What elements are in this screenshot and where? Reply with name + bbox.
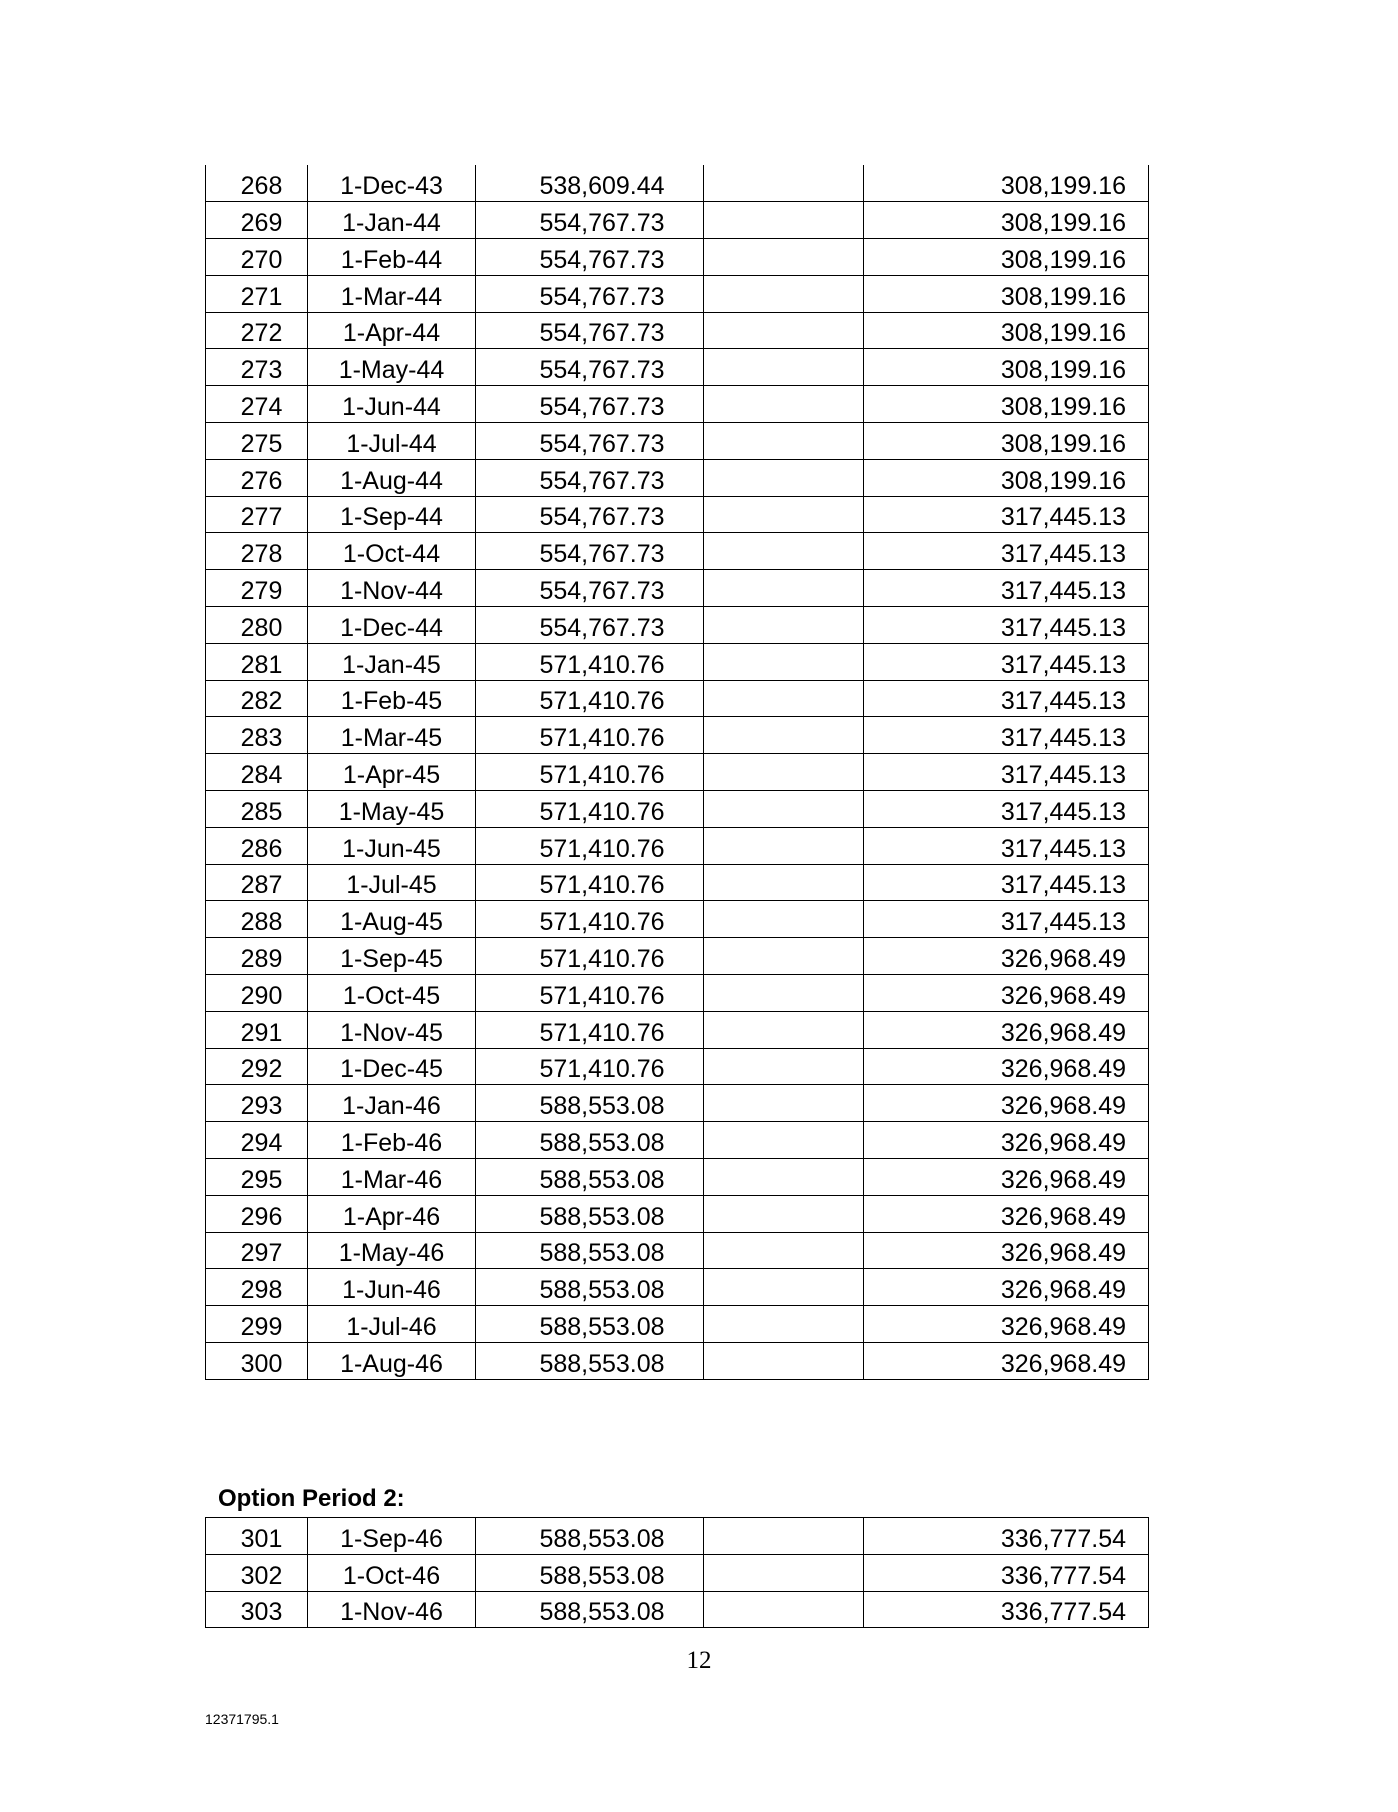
row-amount-3: 317,445.13	[864, 864, 1149, 901]
row-number: 274	[206, 386, 308, 423]
table-row	[206, 1232, 1149, 1269]
row-amount-1: 571,410.76	[476, 864, 704, 901]
row-amount-1: 571,410.76	[476, 827, 704, 864]
row-amount-2	[704, 1048, 864, 1085]
row-date: 1-Dec-45	[308, 1048, 476, 1085]
row-number: 270	[206, 239, 308, 276]
row-amount-2	[704, 1269, 864, 1306]
row-amount-3: 326,968.49	[864, 938, 1149, 975]
row-date: 1-May-44	[308, 349, 476, 386]
row-amount-1: 588,553.08	[476, 1122, 704, 1159]
row-amount-3: 317,445.13	[864, 901, 1149, 938]
row-amount-3: 308,199.16	[864, 423, 1149, 460]
row-amount-1: 588,553.08	[476, 1306, 704, 1343]
row-amount-1: 571,410.76	[476, 791, 704, 828]
row-amount-2	[704, 496, 864, 533]
row-amount-2	[704, 754, 864, 791]
row-date: 1-Feb-44	[308, 239, 476, 276]
row-amount-2	[704, 791, 864, 828]
row-amount-3: 308,199.16	[864, 202, 1149, 239]
row-date: 1-Sep-46	[308, 1518, 476, 1555]
row-date: 1-Nov-44	[308, 570, 476, 607]
row-number: 276	[206, 459, 308, 496]
row-date: 1-Nov-46	[308, 1591, 476, 1628]
table-row	[206, 901, 1149, 938]
row-date: 1-Mar-45	[308, 717, 476, 754]
row-amount-3: 326,968.49	[864, 1269, 1149, 1306]
row-amount-2	[704, 1085, 864, 1122]
row-number: 279	[206, 570, 308, 607]
table-row	[206, 496, 1149, 533]
table-row	[206, 1269, 1149, 1306]
row-amount-3: 336,777.54	[864, 1518, 1149, 1555]
table-row	[206, 423, 1149, 460]
table-row	[206, 864, 1149, 901]
row-amount-3: 317,445.13	[864, 607, 1149, 644]
row-amount-2	[704, 1011, 864, 1048]
row-date: 1-Oct-45	[308, 975, 476, 1012]
row-number: 287	[206, 864, 308, 901]
row-amount-2	[704, 864, 864, 901]
row-amount-3: 336,777.54	[864, 1554, 1149, 1591]
table-row	[206, 975, 1149, 1012]
row-number: 302	[206, 1554, 308, 1591]
row-amount-3: 308,199.16	[864, 275, 1149, 312]
table-row	[206, 312, 1149, 349]
row-number: 289	[206, 938, 308, 975]
row-amount-1: 571,410.76	[476, 754, 704, 791]
row-number: 290	[206, 975, 308, 1012]
row-amount-1: 588,553.08	[476, 1554, 704, 1591]
row-date: 1-Jan-44	[308, 202, 476, 239]
row-amount-3: 308,199.16	[864, 312, 1149, 349]
row-amount-3: 317,445.13	[864, 643, 1149, 680]
row-amount-1: 554,767.73	[476, 533, 704, 570]
row-number: 269	[206, 202, 308, 239]
row-date: 1-Jun-44	[308, 386, 476, 423]
row-amount-2	[704, 349, 864, 386]
row-amount-3: 308,199.16	[864, 349, 1149, 386]
table-row	[206, 386, 1149, 423]
row-number: 295	[206, 1159, 308, 1196]
document-id: 12371795.1	[205, 1711, 279, 1727]
table-row	[206, 165, 1149, 202]
row-amount-1: 588,553.08	[476, 1159, 704, 1196]
row-amount-3: 317,445.13	[864, 791, 1149, 828]
row-number: 292	[206, 1048, 308, 1085]
row-amount-3: 326,968.49	[864, 1011, 1149, 1048]
row-date: 1-Oct-44	[308, 533, 476, 570]
row-number: 281	[206, 643, 308, 680]
row-amount-3: 326,968.49	[864, 1306, 1149, 1343]
row-amount-2	[704, 1591, 864, 1628]
row-amount-1: 554,767.73	[476, 349, 704, 386]
row-amount-2	[704, 239, 864, 276]
row-amount-1: 554,767.73	[476, 275, 704, 312]
row-amount-3: 308,199.16	[864, 165, 1149, 202]
row-amount-2	[704, 1306, 864, 1343]
row-date: 1-Feb-46	[308, 1122, 476, 1159]
row-amount-1: 571,410.76	[476, 1011, 704, 1048]
row-amount-2	[704, 570, 864, 607]
table-row	[206, 1085, 1149, 1122]
row-number: 293	[206, 1085, 308, 1122]
row-amount-3: 336,777.54	[864, 1591, 1149, 1628]
row-date: 1-Jun-45	[308, 827, 476, 864]
row-date: 1-Feb-45	[308, 680, 476, 717]
row-amount-1: 554,767.73	[476, 570, 704, 607]
row-number: 296	[206, 1195, 308, 1232]
row-date: 1-Jul-44	[308, 423, 476, 460]
table-row	[206, 459, 1149, 496]
row-amount-1: 554,767.73	[476, 386, 704, 423]
row-amount-1: 554,767.73	[476, 239, 704, 276]
row-amount-3: 317,445.13	[864, 496, 1149, 533]
row-amount-2	[704, 680, 864, 717]
row-amount-1: 554,767.73	[476, 496, 704, 533]
row-date: 1-Jul-46	[308, 1306, 476, 1343]
row-date: 1-May-46	[308, 1232, 476, 1269]
option-period-2-table	[205, 1517, 1149, 1628]
row-amount-1: 571,410.76	[476, 975, 704, 1012]
table-row	[206, 1122, 1149, 1159]
row-number: 285	[206, 791, 308, 828]
row-amount-3: 317,445.13	[864, 570, 1149, 607]
table-row	[206, 1554, 1149, 1591]
table-row	[206, 202, 1149, 239]
table-row	[206, 643, 1149, 680]
row-date: 1-Mar-44	[308, 275, 476, 312]
row-amount-3: 326,968.49	[864, 1122, 1149, 1159]
row-number: 271	[206, 275, 308, 312]
table-row	[206, 1011, 1149, 1048]
page-number: 12	[686, 1647, 712, 1674]
row-number: 286	[206, 827, 308, 864]
row-date: 1-Mar-46	[308, 1159, 476, 1196]
row-amount-3: 317,445.13	[864, 827, 1149, 864]
table-row	[206, 1195, 1149, 1232]
row-amount-1: 554,767.73	[476, 607, 704, 644]
table-row	[206, 1159, 1149, 1196]
row-date: 1-Dec-43	[308, 165, 476, 202]
row-amount-2	[704, 1343, 864, 1380]
row-amount-3: 326,968.49	[864, 1048, 1149, 1085]
row-amount-3: 326,968.49	[864, 1085, 1149, 1122]
row-amount-3: 326,968.49	[864, 1159, 1149, 1196]
table-row	[206, 1518, 1149, 1555]
row-amount-1: 571,410.76	[476, 938, 704, 975]
row-amount-2	[704, 1195, 864, 1232]
row-number: 291	[206, 1011, 308, 1048]
row-date: 1-May-45	[308, 791, 476, 828]
row-amount-2	[704, 312, 864, 349]
row-amount-2	[704, 827, 864, 864]
row-amount-1: 588,553.08	[476, 1518, 704, 1555]
row-amount-2	[704, 1232, 864, 1269]
row-amount-2	[704, 202, 864, 239]
row-amount-3: 308,199.16	[864, 459, 1149, 496]
row-number: 273	[206, 349, 308, 386]
table-row	[206, 938, 1149, 975]
row-number: 300	[206, 1343, 308, 1380]
row-amount-2	[704, 1554, 864, 1591]
row-date: 1-Nov-45	[308, 1011, 476, 1048]
row-amount-1: 554,767.73	[476, 312, 704, 349]
row-amount-3: 317,445.13	[864, 717, 1149, 754]
row-amount-1: 571,410.76	[476, 901, 704, 938]
row-amount-3: 326,968.49	[864, 1232, 1149, 1269]
row-number: 288	[206, 901, 308, 938]
schedule-table	[205, 165, 1149, 1380]
row-amount-1: 571,410.76	[476, 680, 704, 717]
table-row	[206, 680, 1149, 717]
row-amount-2	[704, 1159, 864, 1196]
row-amount-1: 588,553.08	[476, 1232, 704, 1269]
option-period-2-heading: Option Period 2:	[218, 1485, 405, 1512]
row-number: 278	[206, 533, 308, 570]
row-number: 297	[206, 1232, 308, 1269]
row-amount-3: 317,445.13	[864, 680, 1149, 717]
row-date: 1-Sep-45	[308, 938, 476, 975]
table-row	[206, 239, 1149, 276]
table-row	[206, 1591, 1149, 1628]
row-number: 275	[206, 423, 308, 460]
table-row	[206, 827, 1149, 864]
row-amount-3: 326,968.49	[864, 1195, 1149, 1232]
row-number: 303	[206, 1591, 308, 1628]
row-date: 1-Jan-45	[308, 643, 476, 680]
row-date: 1-Dec-44	[308, 607, 476, 644]
row-number: 277	[206, 496, 308, 533]
row-date: 1-Aug-45	[308, 901, 476, 938]
row-date: 1-Apr-45	[308, 754, 476, 791]
row-number: 272	[206, 312, 308, 349]
row-amount-1: 588,553.08	[476, 1269, 704, 1306]
row-number: 284	[206, 754, 308, 791]
row-amount-1: 554,767.73	[476, 459, 704, 496]
row-amount-3: 308,199.16	[864, 239, 1149, 276]
row-number: 282	[206, 680, 308, 717]
row-date: 1-Aug-46	[308, 1343, 476, 1380]
table-row	[206, 717, 1149, 754]
row-amount-3: 317,445.13	[864, 754, 1149, 791]
row-amount-3: 317,445.13	[864, 533, 1149, 570]
table-row	[206, 570, 1149, 607]
row-amount-2	[704, 165, 864, 202]
row-amount-2	[704, 938, 864, 975]
row-amount-2	[704, 386, 864, 423]
row-amount-1: 538,609.44	[476, 165, 704, 202]
row-amount-1: 588,553.08	[476, 1085, 704, 1122]
row-amount-3: 308,199.16	[864, 386, 1149, 423]
table-row	[206, 275, 1149, 312]
row-amount-2	[704, 1122, 864, 1159]
row-date: 1-Apr-44	[308, 312, 476, 349]
row-number: 298	[206, 1269, 308, 1306]
row-amount-1: 571,410.76	[476, 717, 704, 754]
table-row	[206, 1306, 1149, 1343]
row-amount-1: 588,553.08	[476, 1195, 704, 1232]
table-row	[206, 349, 1149, 386]
table-row	[206, 607, 1149, 644]
row-date: 1-Jun-46	[308, 1269, 476, 1306]
table-row	[206, 754, 1149, 791]
row-amount-2	[704, 533, 864, 570]
row-amount-2	[704, 643, 864, 680]
row-amount-1: 588,553.08	[476, 1591, 704, 1628]
row-date: 1-Oct-46	[308, 1554, 476, 1591]
row-date: 1-Sep-44	[308, 496, 476, 533]
row-date: 1-Aug-44	[308, 459, 476, 496]
row-amount-2	[704, 901, 864, 938]
row-amount-1: 571,410.76	[476, 1048, 704, 1085]
row-number: 268	[206, 165, 308, 202]
row-amount-2	[704, 423, 864, 460]
row-amount-2	[704, 1518, 864, 1555]
table-row	[206, 1343, 1149, 1380]
row-date: 1-Jan-46	[308, 1085, 476, 1122]
row-amount-1: 588,553.08	[476, 1343, 704, 1380]
row-amount-3: 326,968.49	[864, 1343, 1149, 1380]
row-number: 294	[206, 1122, 308, 1159]
row-amount-1: 554,767.73	[476, 202, 704, 239]
row-date: 1-Apr-46	[308, 1195, 476, 1232]
row-amount-1: 571,410.76	[476, 643, 704, 680]
row-amount-1: 554,767.73	[476, 423, 704, 460]
row-amount-2	[704, 607, 864, 644]
row-amount-2	[704, 975, 864, 1012]
table-row	[206, 1048, 1149, 1085]
table-row	[206, 791, 1149, 828]
row-number: 280	[206, 607, 308, 644]
row-amount-3: 326,968.49	[864, 975, 1149, 1012]
row-date: 1-Jul-45	[308, 864, 476, 901]
table-row	[206, 533, 1149, 570]
row-number: 301	[206, 1518, 308, 1555]
row-amount-2	[704, 717, 864, 754]
row-number: 283	[206, 717, 308, 754]
row-amount-2	[704, 275, 864, 312]
row-amount-2	[704, 459, 864, 496]
row-number: 299	[206, 1306, 308, 1343]
